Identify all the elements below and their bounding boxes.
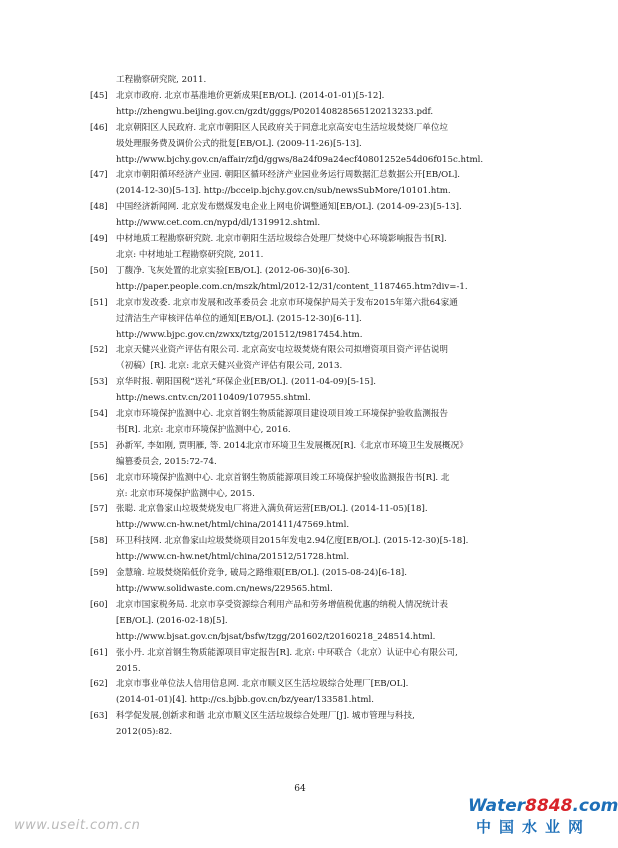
reference-line: 京: 北京市环境保护监测中心, 2015. xyxy=(116,488,255,499)
reference-line: http://news.cntv.cn/20110409/107955.shtml. xyxy=(116,393,311,404)
water8848-logo[interactable] xyxy=(468,796,618,844)
reference-number: [46] xyxy=(90,122,108,133)
reference-text xyxy=(116,534,530,566)
reference-text xyxy=(116,709,530,741)
reference-line: 北京天健兴业资产评估有限公司. 北京高安屯垃圾焚烧有限公司拟增资项目资产评估说明 xyxy=(116,345,449,356)
reference-line: 张小丹. 北京首钢生物质能源项目审定报告[R]. 北京: 中环联合（北京）认证中心有限公司, xyxy=(116,647,458,658)
reference-line: 孙新军, 李如刚, 贾明雁, 等. 2014北京市环境卫生发展概况[R].《北京市环境卫生发展概况》 xyxy=(116,440,468,451)
reference-text xyxy=(116,375,530,407)
reference-number: [58] xyxy=(90,536,108,547)
reference-line: （初稿）[R]. 北京: 北京天健兴业资产评估有限公司, 2013. xyxy=(116,361,343,372)
reference-number: [59] xyxy=(90,568,108,579)
logo-number: 8848 xyxy=(525,796,573,816)
reference-line: 2012(05):82. xyxy=(116,727,173,738)
reference-entry xyxy=(90,502,530,534)
reference-number: [53] xyxy=(90,377,108,388)
reference-list xyxy=(90,73,530,741)
reference-entry xyxy=(90,566,530,598)
reference-text xyxy=(116,502,530,534)
reference-number: [61] xyxy=(90,647,108,658)
reference-text xyxy=(116,89,530,121)
reference-entry xyxy=(90,709,530,741)
reference-entry xyxy=(90,375,530,407)
reference-line: 中国经济新闻网. 北京发布燃煤发电企业上网电价调整通知[EB/OL]. (2014-09-23)[5-13]. xyxy=(116,202,462,213)
reference-line: http://www.cn-hw.net/html/china/201512/51728.html. xyxy=(116,552,350,563)
reference-line: 北京市朝阳循环经济产业园. 朝阳区循环经济产业园业务运行周数据汇总数据公开[EB/OL]. xyxy=(116,170,460,181)
reference-line: 北京: 中材地址工程勘察研究院, 2011. xyxy=(116,249,264,260)
reference-line: http://www.cn-hw.net/html/china/201411/47569.html. xyxy=(116,520,350,531)
reference-number: [45] xyxy=(90,90,108,101)
reference-text xyxy=(116,646,530,678)
reference-entry xyxy=(90,121,530,169)
reference-text xyxy=(116,296,530,344)
reference-number: [62] xyxy=(90,679,108,690)
reference-line: 丁馥净. 飞灰处置的北京实验[EB/OL]. (2012-06-30)[6-30]. xyxy=(116,265,350,276)
reference-line: 北京市政府. 北京市基准地价更新成果[EB/OL]. (2014-01-01)[5-12]. xyxy=(116,90,385,101)
reference-line: 张聪. 北京鲁家山垃圾焚烧发电厂将进入满负荷运营[EB/OL]. (2014-11-05)[18]. xyxy=(116,504,428,515)
reference-line: 圾处理服务费及调价公式的批复[EB/OL]. (2009-11-26)[5-13]. xyxy=(116,138,362,149)
logo-word: Water xyxy=(468,796,526,816)
reference-line: 编篡委员会, 2015:72-74. xyxy=(116,456,217,467)
reference-line: 中材地质工程勘察研究院. 北京市朝阳生活垃圾综合处理厂焚烧中心环境影响报告书[R]. xyxy=(116,234,447,245)
reference-line: (2014-12-30)[5-13]. http://bcceip.bjchy.gov.cn/sub/newsSubMore/10101.htm. xyxy=(116,186,451,197)
reference-text xyxy=(116,343,530,375)
reference-number: [56] xyxy=(90,472,108,483)
reference-text xyxy=(116,677,530,709)
reference-line: 环卫科技网. 北京鲁家山垃圾焚烧项目2015年发电2.94亿度[EB/OL]. (2015-12-30)[5-18]. xyxy=(116,536,469,547)
reference-number: [47] xyxy=(90,170,108,181)
reference-entry xyxy=(90,296,530,344)
reference-entry xyxy=(90,200,530,232)
reference-line: [EB/OL]. (2016-02-18)[5]. xyxy=(116,615,228,626)
reference-entry xyxy=(90,232,530,264)
reference-entry xyxy=(90,646,530,678)
reference-entry xyxy=(90,439,530,471)
reference-text xyxy=(116,566,530,598)
reference-number: [50] xyxy=(90,265,108,276)
reference-line: 北京朝阳区人民政府. 北京市朝阳区人民政府关于同意北京高安屯生活垃圾焚烧厂单位垃 xyxy=(116,122,449,133)
reference-line: 京华时报. 朝阳国税“送礼”环保企业[EB/OL]. (2011-04-09)[5-15]. xyxy=(116,377,376,388)
reference-line: http://www.bjchy.gov.cn/affair/zfjd/ggws/8a24f09a24ecf40801252e54d06f015c.html. xyxy=(116,154,484,165)
reference-line: 科学促发展,创新求和谐 北京市顺义区生活垃圾综合处理厂[J]. 城市管理与科技, xyxy=(116,711,415,722)
reference-number: [54] xyxy=(90,409,108,420)
reference-number: [51] xyxy=(90,297,108,308)
reference-number: [60] xyxy=(90,599,108,610)
reference-number: [49] xyxy=(90,234,108,245)
reference-entry xyxy=(90,407,530,439)
reference-number: [55] xyxy=(90,440,108,451)
reference-text xyxy=(116,598,530,646)
reference-text xyxy=(116,471,530,503)
reference-entry xyxy=(90,677,530,709)
reference-text xyxy=(116,200,530,232)
reference-line: http://www.bjsat.gov.cn/bjsat/bsfw/tzgg/201602/t20160218_248514.html. xyxy=(116,631,436,642)
reference-continuation: 工程勘察研究院, 2011. xyxy=(116,75,207,85)
reference-entry xyxy=(90,343,530,375)
reference-line: 北京市发改委. 北京市发展和改革委员会 北京市环境保护局关于发布2015年第六批64家通 xyxy=(116,297,458,308)
reference-number: [63] xyxy=(90,711,108,722)
reference-text xyxy=(116,439,530,471)
reference-line: 2015. xyxy=(116,663,141,674)
reference-text xyxy=(116,264,530,296)
reference-entry xyxy=(90,598,530,646)
reference-text xyxy=(116,121,530,169)
reference-line: 北京市环境保护监测中心. 北京首钢生物质能源项目建设项目竣工环境保护验收监测报告 xyxy=(116,409,449,420)
reference-line: 书[R]. 北京: 北京市环境保护监测中心, 2016. xyxy=(116,424,291,435)
reference-number: [52] xyxy=(90,345,108,356)
logo-chinese-name: 中国水业网 xyxy=(476,818,592,836)
reference-text xyxy=(116,232,530,264)
logo-domain: .com xyxy=(572,796,618,816)
reference-entry xyxy=(90,89,530,121)
watermark-text: www.useit.com.cn xyxy=(14,818,141,833)
reference-line: 金慧瑜. 垃圾焚烧陷低价竞争, 破局之路维艰[EB/OL]. (2015-08-24)[6-18]. xyxy=(116,568,408,579)
reference-text xyxy=(116,407,530,439)
reference-line: http://paper.people.com.cn/mszk/html/2012-12/31/content_1187465.htm?div=-1. xyxy=(116,281,468,292)
reference-line: 北京市国家税务局. 北京市享受资源综合利用产品和劳务增值税优惠的纳税人情况统计表 xyxy=(116,599,449,610)
reference-entry xyxy=(90,534,530,566)
reference-line: http://www.solidwaste.com.cn/news/229565.html. xyxy=(116,584,333,594)
reference-number: [57] xyxy=(90,504,108,515)
reference-line: 过清洁生产审核评估单位的通知[EB/OL]. (2015-12-30)[6-11]. xyxy=(116,313,362,324)
reference-line: http://www.cet.com.cn/nypd/dl/1319912.shtml. xyxy=(116,218,321,229)
reference-line: 北京市环境保护监测中心. 北京首钢生物质能源项目竣工环境保护验收监测报告书[R]. 北 xyxy=(116,472,450,483)
reference-entry xyxy=(90,471,530,503)
reference-line: 北京市事业单位法人信用信息网. 北京市顺义区生活垃圾综合处理厂[EB/OL]. xyxy=(116,679,409,690)
reference-line: http://www.bjpc.gov.cn/zwxx/tztg/201512/t9817454.htm. xyxy=(116,329,363,340)
reference-number: [48] xyxy=(90,202,108,213)
reference-entry xyxy=(90,264,530,296)
reference-line: http://zhengwu.beijing.gov.cn/gzdt/gggs/P020140828565120213233.pdf. xyxy=(116,106,434,117)
reference-text xyxy=(116,168,530,200)
reference-entry xyxy=(90,168,530,200)
reference-line: (2014-01-01)[4]. http://cs.bjbb.gov.cn/bz/year/133581.html. xyxy=(116,695,375,706)
page-number: 64 xyxy=(294,784,306,794)
